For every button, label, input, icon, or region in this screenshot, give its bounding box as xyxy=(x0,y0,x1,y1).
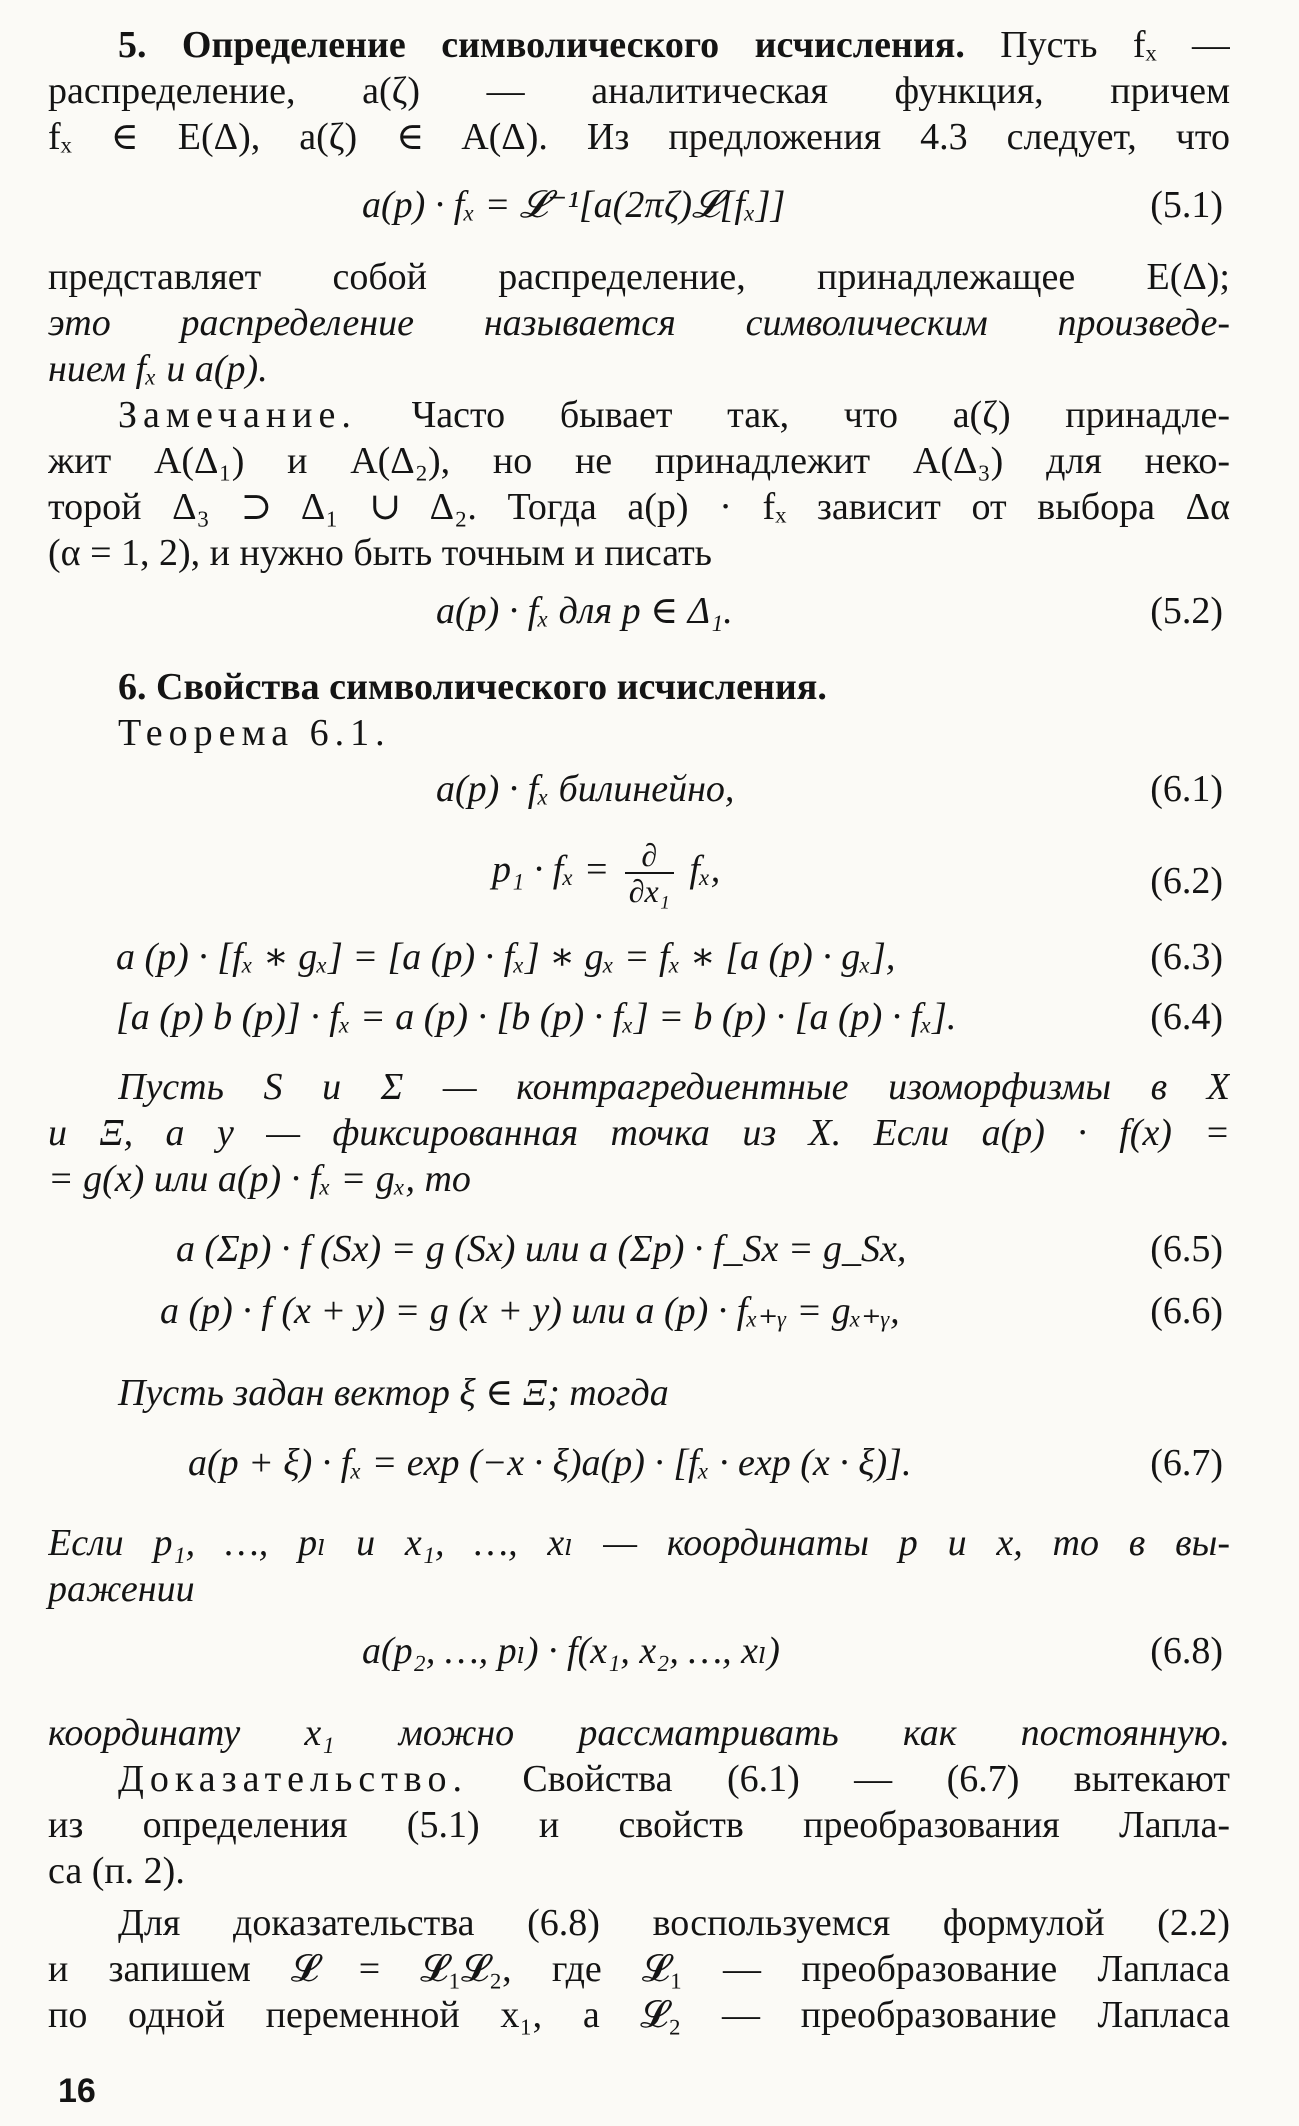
equation-number: (6.6) xyxy=(1150,1290,1223,1332)
equation-number: (5.1) xyxy=(1150,184,1223,226)
remark-line: Замечание. Часто бывает так, что a(ζ) принадле- xyxy=(118,394,1230,436)
italic-line: = g(x) или a(p) · fₓ = gₓ, то xyxy=(48,1158,471,1200)
fraction-denominator: ∂x₁ xyxy=(628,873,670,909)
equation-number: (5.2) xyxy=(1150,590,1223,632)
equation-number: (6.5) xyxy=(1150,1228,1223,1270)
text-line: и запишем 𝓛 = 𝓛₁𝓛₂, где 𝓛₁ — преобразование Лапласа xyxy=(48,1948,1230,1990)
text-line: по одной переменной x₁, а 𝓛₂ — преобразование Лапласа xyxy=(48,1994,1230,2036)
text-line: (α = 1, 2), и нужно быть точным и писать xyxy=(48,532,713,574)
equation-number: (6.8) xyxy=(1150,1630,1223,1672)
italic-line: и Ξ, а y — фиксированная точка из X. Если a(p) · f(x) = xyxy=(48,1112,1230,1154)
italic-line: Пусть S и Σ — контрагредиентные изоморфизмы в X xyxy=(118,1066,1230,1108)
equation-number: (6.4) xyxy=(1150,996,1223,1038)
equation-5-2: a(p) · fₓ для p ∈ Δ₁. xyxy=(436,590,733,632)
section-6-heading: 6. Свойства символического исчисления. xyxy=(118,666,827,708)
equation-number: (6.2) xyxy=(1150,860,1223,902)
italic-line: ражении xyxy=(48,1568,195,1610)
equation-6-6: a (p) · f (x + y) = g (x + y) или a (p) · fₓ₊ᵧ = gₓ₊ᵧ, xyxy=(160,1290,900,1332)
equation-number: (6.3) xyxy=(1150,936,1223,978)
equation-6-5: a (Σp) · f (Sx) = g (Sx) или a (Σp) · f_Sx = g_Sx, xyxy=(176,1228,907,1270)
equation-6-7: a(p + ξ) · fₓ = exp (−x · ξ)a(p) · [fₓ · exp (x · ξ)]. xyxy=(188,1442,912,1484)
partial-derivative-fraction xyxy=(625,838,674,908)
equation-6-3: a (p) · [fₓ ∗ gₓ] = [a (p) · fₓ] ∗ gₓ = fₓ ∗ [a (p) · gₓ], xyxy=(116,936,896,978)
italic-line: Пусть задан вектор ξ ∈ Ξ; тогда xyxy=(118,1372,669,1414)
text-line: распределение, a(ζ) — аналитическая функция, причем xyxy=(48,70,1230,112)
italic-line: координату x₁ можно рассматривать как постоянную. xyxy=(48,1712,1230,1754)
equation-5-1: a(p) · fₓ = 𝓛⁻¹[a(2πζ)𝓛[fₓ]] xyxy=(362,184,786,226)
definition-line: нием fₓ и a(p). xyxy=(48,348,268,390)
equation-6-2 xyxy=(492,838,720,908)
text-line: са (п. 2). xyxy=(48,1850,185,1892)
equation-6-2-lhs: p₁ · fₓ = xyxy=(492,848,610,891)
text-line: fₓ ∈ E(Δ), a(ζ) ∈ A(Δ). Из предложения 4.3 следует, что xyxy=(48,116,1230,158)
equation-6-1: a(p) · fₓ билинейно, xyxy=(436,768,735,810)
italic-line: Если p₁, …, pₗ и x₁, …, xₗ — координаты p и x, то в вы- xyxy=(48,1522,1230,1564)
proof-line: Доказательство. Свойства (6.1) — (6.7) вытекают xyxy=(118,1758,1230,1800)
page-number: 16 xyxy=(58,2072,96,2110)
equation-number: (6.7) xyxy=(1150,1442,1223,1484)
text-line: жит A(Δ₁) и A(Δ₂), но не принадлежит A(Δ₃) для неко- xyxy=(48,440,1230,482)
text-line: торой Δ₃ ⊃ Δ₁ ∪ Δ₂. Тогда a(p) · fₓ зависит от выбора Δα xyxy=(48,486,1230,528)
text-line: Для доказательства (6.8) воспользуемся формулой (2.2) xyxy=(118,1902,1230,1944)
definition-line: это распределение называется символическим произведе- xyxy=(48,302,1230,344)
text-line: из определения (5.1) и свойств преобразования Лапла- xyxy=(48,1804,1230,1846)
equation-6-2-rhs: fₓ, xyxy=(689,848,721,891)
equation-number: (6.1) xyxy=(1150,768,1223,810)
equation-6-8: a(p₂, …, pₗ) · f(x₁, x₂, …, xₗ) xyxy=(362,1630,780,1672)
equation-6-4: [a (p) b (p)] · fₓ = a (p) · [b (p) · fₓ] = b (p) · [a (p) · fₓ]. xyxy=(116,996,957,1038)
theorem-label: Теорема 6.1. xyxy=(118,712,391,754)
section-5-heading-line: 5. Определение символического исчисления. Пусть fₓ — xyxy=(118,24,1230,66)
text-line: представляет собой распределение, принадлежащее E(Δ); xyxy=(48,256,1230,298)
fraction-numerator: ∂ xyxy=(625,838,674,874)
